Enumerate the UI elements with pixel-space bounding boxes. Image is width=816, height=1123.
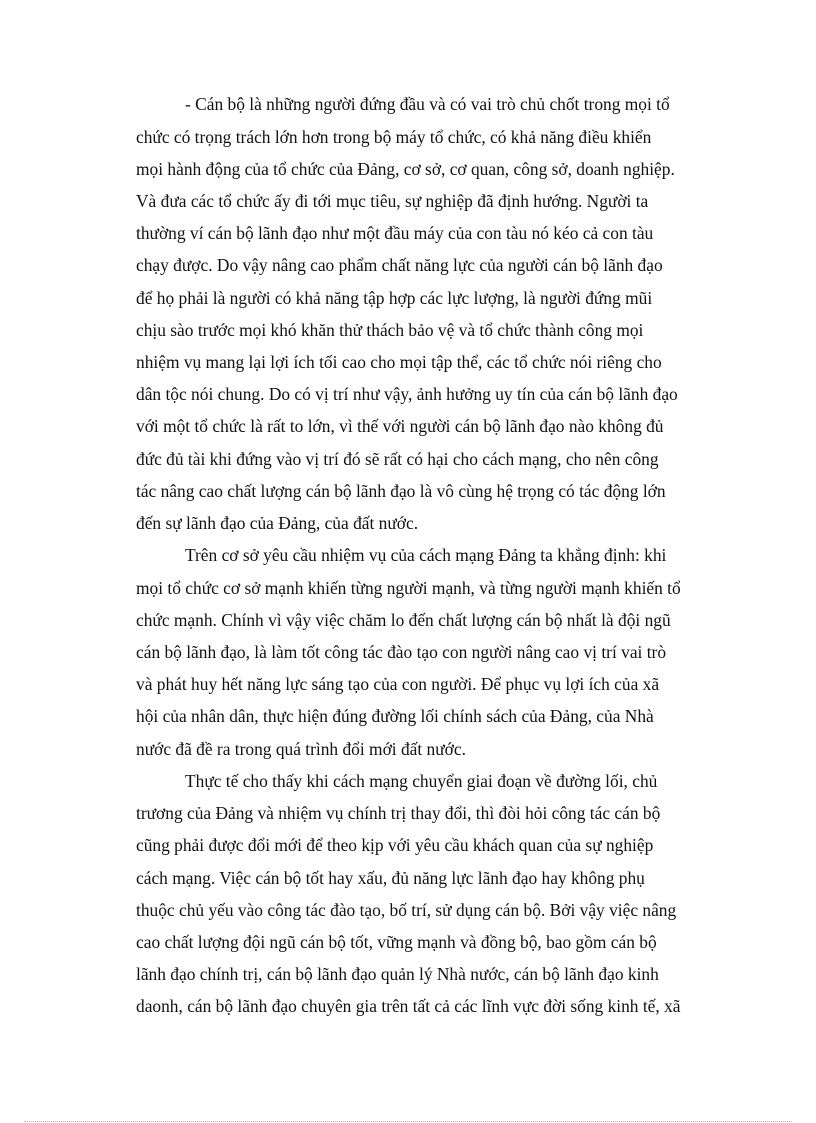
text-line: cách mạng. Việc cán bộ tốt hay xấu, đủ năng lực lãnh đạo hay không phụ bbox=[136, 868, 645, 888]
text-line: cũng phải được đổi mới để theo kịp với yêu cầu khách quan của sự nghiệp bbox=[136, 835, 654, 855]
text-line: nước đã đề ra trong quá trình đổi mới đất nước. bbox=[136, 739, 466, 759]
text-line: trương của Đảng và nhiệm vụ chính trị thay đổi, thì đòi hỏi công tác cán bộ bbox=[136, 803, 661, 823]
text-line: Thực tế cho thấy khi cách mạng chuyển giai đoạn về đường lối, chủ bbox=[185, 771, 658, 791]
text-line: dân tộc nói chung. Do có vị trí như vậy, ảnh hưởng uy tín của cán bộ lãnh đạo bbox=[136, 384, 678, 404]
text-line: thường ví cán bộ lãnh đạo như một đầu máy của con tàu nó kéo cả con tàu bbox=[136, 223, 654, 243]
text-line: hội của nhân dân, thực hiện đúng đường lối chính sách của Đảng, của Nhà bbox=[136, 706, 654, 726]
text-line: thuộc chủ yếu vào công tác đào tạo, bố trí, sử dụng cán bộ. Bởi vậy việc nâng bbox=[136, 900, 677, 920]
text-line: Và đưa các tổ chức ấy đi tới mục tiêu, sự nghiệp đã định hướng. Người ta bbox=[136, 191, 649, 211]
text-line: - Cán bộ là những người đứng đầu và có vai trò chủ chốt trong mọi tổ bbox=[185, 94, 670, 114]
text-line: đức đủ tài khi đứng vào vị trí đó sẽ rất có hại cho cách mạng, cho nên công bbox=[136, 449, 659, 469]
text-line: và phát huy hết năng lực sáng tạo của con người. Để phục vụ lợi ích của xã bbox=[136, 674, 660, 694]
text-line: chức có trọng trách lớn hơn trong bộ máy tổ chức, có khả năng điều khiển bbox=[136, 127, 652, 147]
text-line: cán bộ lãnh đạo, là làm tốt công tác đào tạo con người nâng cao vị trí vai trò bbox=[136, 642, 667, 662]
text-line: chạy được. Do vậy nâng cao phẩm chất năng lực của người cán bộ lãnh đạo bbox=[136, 255, 663, 275]
text-line: đến sự lãnh đạo của Đảng, của đất nước. bbox=[136, 513, 419, 533]
text-line: để họ phải là người có khả năng tập hợp các lực lượng, là người đứng mũi bbox=[136, 288, 653, 308]
text-line: cao chất lượng đội ngũ cán bộ tốt, vững mạnh và đồng bộ, bao gồm cán bộ bbox=[136, 932, 657, 952]
text-line: chức mạnh. Chính vì vậy việc chăm lo đến chất lượng cán bộ nhất là đội ngũ bbox=[136, 610, 671, 630]
page-bottom-divider bbox=[24, 1121, 792, 1122]
text-line: nhiệm vụ mang lại lợi ích tối cao cho mọi tập thể, các tổ chức nói riêng cho bbox=[136, 352, 662, 372]
text-line: lãnh đạo chính trị, cán bộ lãnh đạo quản lý Nhà nước, cán bộ lãnh đạo kinh bbox=[136, 964, 659, 984]
text-line: chịu sào trước mọi khó khăn thử thách bảo vệ và tổ chức thành công mọi bbox=[136, 320, 644, 340]
text-line: mọi hành động của tổ chức của Đảng, cơ sở, cơ quan, công sở, doanh nghiệp. bbox=[136, 159, 675, 179]
text-line: với một tổ chức là rất to lớn, vì thế với người cán bộ lãnh đạo nào không đủ bbox=[136, 416, 664, 436]
text-line: Trên cơ sở yêu cầu nhiệm vụ của cách mạng Đảng ta khẳng định: khi bbox=[185, 545, 667, 565]
text-line: daonh, cán bộ lãnh đạo chuyên gia trên tất cả các lĩnh vực đời sống kinh tế, xã bbox=[136, 996, 681, 1016]
text-line: tác nâng cao chất lượng cán bộ lãnh đạo là vô cùng hệ trọng có tác động lớn bbox=[136, 481, 666, 501]
text-line: mọi tổ chức cơ sở mạnh khiến từng người mạnh, và từng người mạnh khiến tổ bbox=[136, 578, 681, 598]
